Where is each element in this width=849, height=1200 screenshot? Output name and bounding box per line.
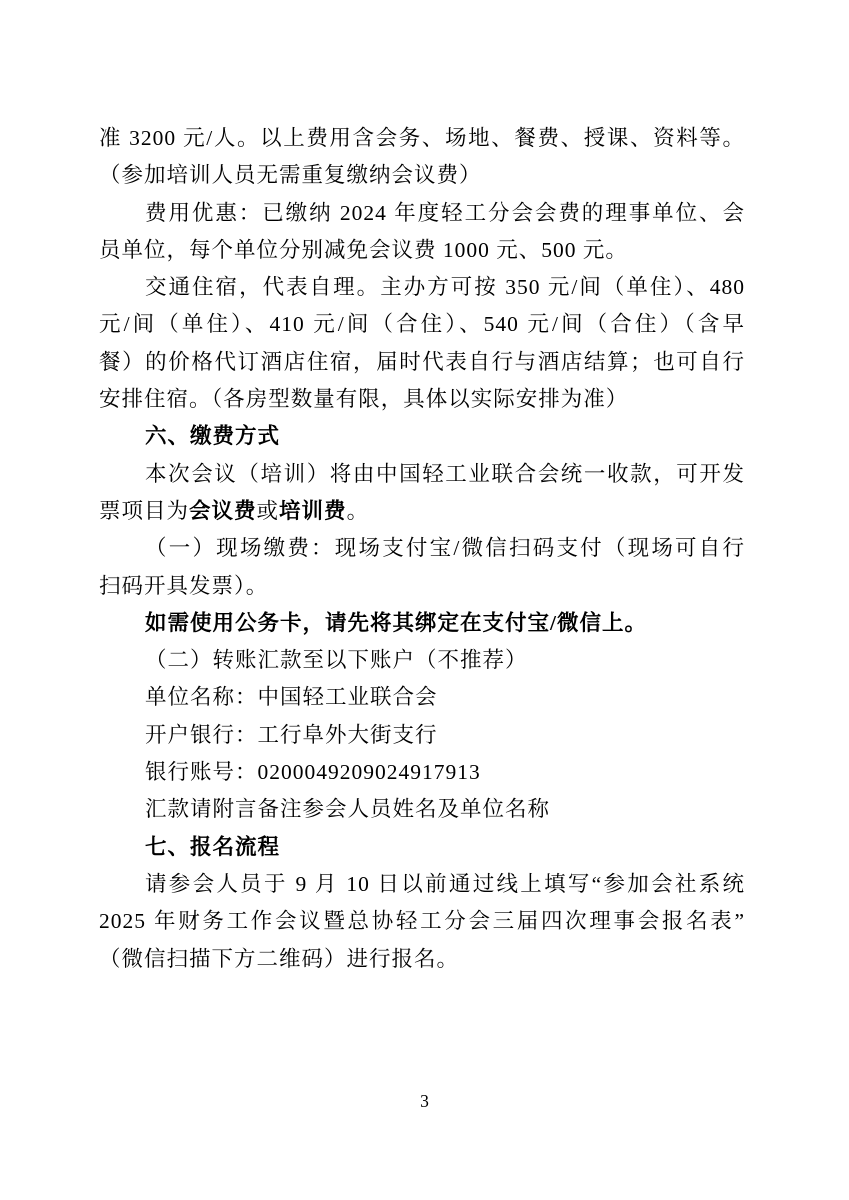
lodging-line-2: 元/间（单住）、410 元/间（合住）、540 元/间（合住）（含早 (99, 312, 745, 337)
business-card-notice-line: 如需使用公务卡，请先将其绑定在支付宝/微信上。 (145, 610, 647, 635)
fee-note-line: （参加培训人员无需重复缴纳会议费） (99, 163, 482, 188)
invoice-items-line (99, 493, 745, 530)
bank-account-number-line: 银行账号：0200049209024917913 (145, 760, 481, 785)
lodging-line-3: 餐）的价格代订酒店住宿，届时代表自行与酒店结算；也可自行 (99, 349, 745, 374)
bank-branch-line: 开户银行：工行阜外大街支行 (145, 722, 438, 747)
account-name-line: 单位名称：中国轻工业联合会 (145, 685, 438, 710)
registration-line-3: （微信扫描下方二维码）进行报名。 (99, 946, 460, 971)
onsite-payment-line-2: 扫码开具发票）。 (99, 573, 269, 598)
document-body (99, 120, 745, 978)
text-run: 票项目为 (99, 498, 190, 523)
onsite-payment-line-1: （一）现场缴费：现场支付宝/微信扫码支付（现场可自行 (145, 536, 745, 561)
fee-discount-line-2: 员单位，每个单位分别减免会议费 1000 元、500 元。 (99, 237, 628, 262)
payment-intro-line-1: 本次会议（培训）将由中国轻工业联合会统一收款，可开发 (145, 461, 745, 486)
registration-line-1: 请参会人员于 9 月 10 日以前通过线上填写“参加会社系统 (145, 871, 745, 896)
invoice-item-training-fee: 培训费 (279, 498, 347, 523)
lodging-line-1: 交通住宿，代表自理。主办方可按 350 元/间（单住）、480 (145, 275, 745, 300)
remittance-note-line: 汇款请附言备注参会人员姓名及单位名称 (145, 797, 551, 822)
fee-discount-line-1: 费用优惠：已缴纳 2024 年度轻工分会会费的理事单位、会 (145, 200, 745, 225)
text-run: 。 (346, 498, 370, 523)
section-heading-payment: 六、缴费方式 (145, 424, 281, 449)
lodging-line-4: 安排住宿。（各房型数量有限，具体以实际安排为准） (99, 387, 629, 412)
text-run: 或 (256, 498, 280, 523)
transfer-option-line: （二）转账汇款至以下账户（不推荐） (145, 648, 528, 673)
fee-standard-line: 准 3200 元/人。以上费用含会务、场地、餐费、授课、资料等。 (99, 126, 745, 150)
page-number: 3 (420, 1091, 429, 1111)
section-heading-registration: 七、报名流程 (145, 834, 281, 859)
invoice-item-meeting-fee: 会议费 (189, 498, 257, 523)
registration-line-2: 2025 年财务工作会议暨总协轻工分会三届四次理事会报名表” (99, 909, 745, 934)
